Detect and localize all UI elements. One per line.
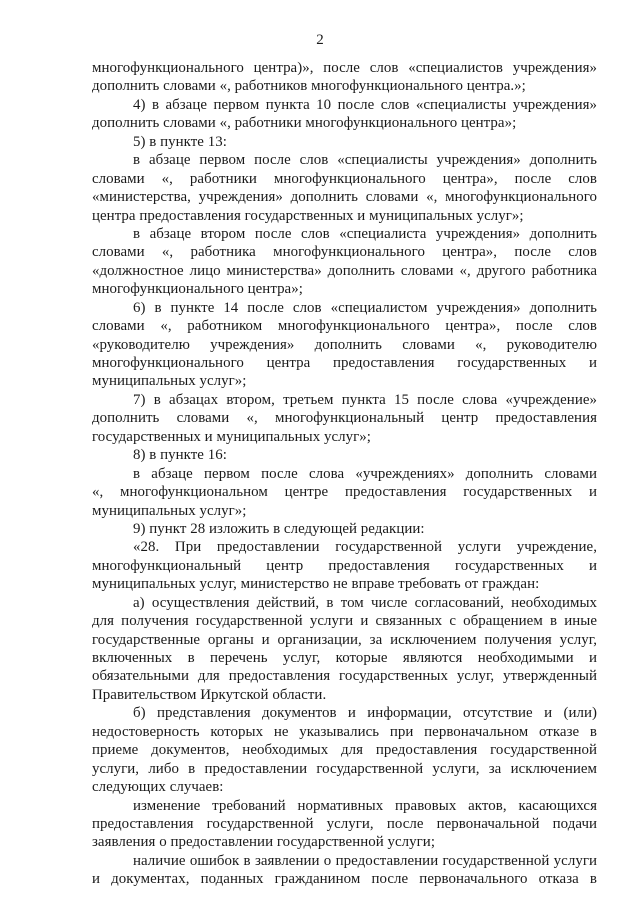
text-line-content: 8) в пункте 16: <box>133 447 227 464</box>
text-line-content: включенных в перечень услуг, которые являются необходимыми и <box>92 650 597 666</box>
text-line-content: предоставления государственной услуги, после первоначальной подачи <box>92 815 597 832</box>
text-line-content: «руководителю учреждения» дополнить словами «, руководителю <box>92 336 597 353</box>
text-line-content: государственных и муниципальных услуг»; <box>92 428 371 445</box>
text-line <box>0 188 640 206</box>
text-line <box>0 704 640 722</box>
text-line-content: «28. При предоставлении государственной услуги учреждение, <box>133 539 597 556</box>
text-line-content: в абзаце первом после слова «учреждениях» дополнить словами <box>133 465 597 482</box>
text-line <box>0 870 640 888</box>
text-line-content: «министерства, учреждения» дополнить словами «, многофункционального <box>92 189 597 206</box>
text-line <box>0 336 640 354</box>
text-line <box>0 77 640 95</box>
text-line <box>0 797 640 815</box>
text-line <box>0 483 640 501</box>
text-line-content: дополнить словами «, многофункциональный центр предоставления <box>92 410 597 427</box>
text-line <box>0 815 640 833</box>
page-number: 2 <box>316 32 324 48</box>
text-line <box>0 741 640 759</box>
text-line <box>0 686 640 704</box>
text-line-content: недостоверность которых не указывались при первоначальном отказе в <box>92 723 597 740</box>
text-line <box>0 594 640 612</box>
text-line <box>0 409 640 427</box>
text-line <box>0 133 640 151</box>
text-line <box>0 59 640 77</box>
text-line-content: обязательными для предоставления государственных услуг, утвержденный <box>92 668 597 685</box>
text-line-content: б) представления документов и информации, отсутствие и (или) <box>133 705 597 722</box>
text-line <box>0 538 640 556</box>
text-line <box>0 649 640 667</box>
text-line <box>0 852 640 870</box>
text-line-content: муниципальных услуг»; <box>92 502 247 519</box>
text-line <box>0 575 640 593</box>
text-line <box>0 723 640 741</box>
text-line-content: 5) в пункте 13: <box>133 133 227 150</box>
text-line-content: а) осуществления действий, в том числе согласований, необходимых <box>133 594 597 611</box>
text-line-content: и документах, поданных гражданином после первоначального отказа в <box>92 871 597 888</box>
text-line-content: заявления о предоставлении государственной услуги; <box>92 834 436 851</box>
text-line-content: многофункционального центра предоставления государственных и <box>92 355 597 371</box>
text-line-content: для получения государственной услуги и связанных с обращением в иные <box>92 613 597 630</box>
text-line-content: 4) в абзаце первом пункта 10 после слов «специалисты учреждения» <box>133 96 597 113</box>
text-line <box>0 520 640 538</box>
text-line-content: изменение требований нормативных правовых актов, касающихся <box>133 797 597 814</box>
text-line <box>0 667 640 685</box>
text-line <box>0 760 640 778</box>
text-line-content: центра предоставления государственных и муниципальных услуг»; <box>92 207 524 224</box>
text-line-content: «должностное лицо министерства» дополнить словами «, другого работника <box>92 262 597 279</box>
text-line-content: многофункционального центра)», после слов «специалистов учреждения» <box>92 60 597 76</box>
text-line <box>0 391 640 409</box>
text-line-content: многофункциональный центр предоставления государственных и <box>92 557 597 574</box>
text-line <box>0 225 640 243</box>
text-line-content: дополнить словами «, работников многофункционального центра.»; <box>92 78 526 95</box>
text-line <box>0 612 640 630</box>
text-line-content: муниципальных услуг»; <box>92 373 247 390</box>
text-line <box>0 354 640 372</box>
text-line <box>0 428 640 446</box>
text-line <box>0 778 640 796</box>
text-line <box>0 502 640 520</box>
text-line-content: в абзаце первом после слов «специалисты учреждения» дополнить <box>133 152 597 169</box>
text-line <box>0 833 640 851</box>
text-line <box>0 243 640 261</box>
text-line <box>0 465 640 483</box>
text-line <box>0 631 640 649</box>
text-line <box>0 317 640 335</box>
text-line <box>0 207 640 225</box>
text-line-content: государственные органы и организации, за исключением получения услуг, <box>92 631 597 648</box>
text-line <box>0 446 640 464</box>
text-line-content: словами «, работника многофункционального центра», после слов <box>92 244 597 261</box>
text-line <box>0 170 640 188</box>
text-line <box>0 372 640 390</box>
text-line <box>0 151 640 169</box>
text-line-content: в абзаце втором после слов «специалиста учреждения» дополнить <box>133 225 597 242</box>
text-line <box>0 114 640 132</box>
text-line-content: приеме документов, необходимых для предоставления государственной <box>92 742 597 759</box>
text-line <box>0 299 640 317</box>
text-line <box>0 280 640 298</box>
document-body <box>0 59 640 889</box>
text-line-content: многофункционального центра»; <box>92 281 303 298</box>
text-line-content: 9) пункт 28 изложить в следующей редакции: <box>133 520 425 537</box>
text-line-content: дополнить словами «, работники многофункционального центра»; <box>92 115 517 132</box>
text-line <box>0 96 640 114</box>
text-line-content: 6) в пункте 14 после слов «специалистом учреждения» дополнить <box>133 299 597 316</box>
text-line <box>0 557 640 575</box>
text-line <box>0 262 640 280</box>
text-line-content: словами «, работником многофункционального центра», после слов <box>92 318 597 335</box>
text-line-content: наличие ошибок в заявлении о предоставлении государственной услуги <box>133 852 597 869</box>
text-line-content: Правительством Иркутской области. <box>92 686 327 703</box>
text-line-content: 7) в абзацах втором, третьем пункта 15 после слова «учреждение» <box>133 391 597 408</box>
text-line-content: услуги, либо в предоставлении государственной услуги, за исключением <box>92 760 597 777</box>
text-line-content: муниципальных услуг, министерство не вправе требовать от граждан: <box>92 576 540 593</box>
text-line-content: словами «, работники многофункционального центра», после слов <box>92 170 597 187</box>
text-line-content: «, многофункциональном центре предоставления государственных и <box>92 484 597 501</box>
text-line-content: следующих случаев: <box>92 779 224 796</box>
